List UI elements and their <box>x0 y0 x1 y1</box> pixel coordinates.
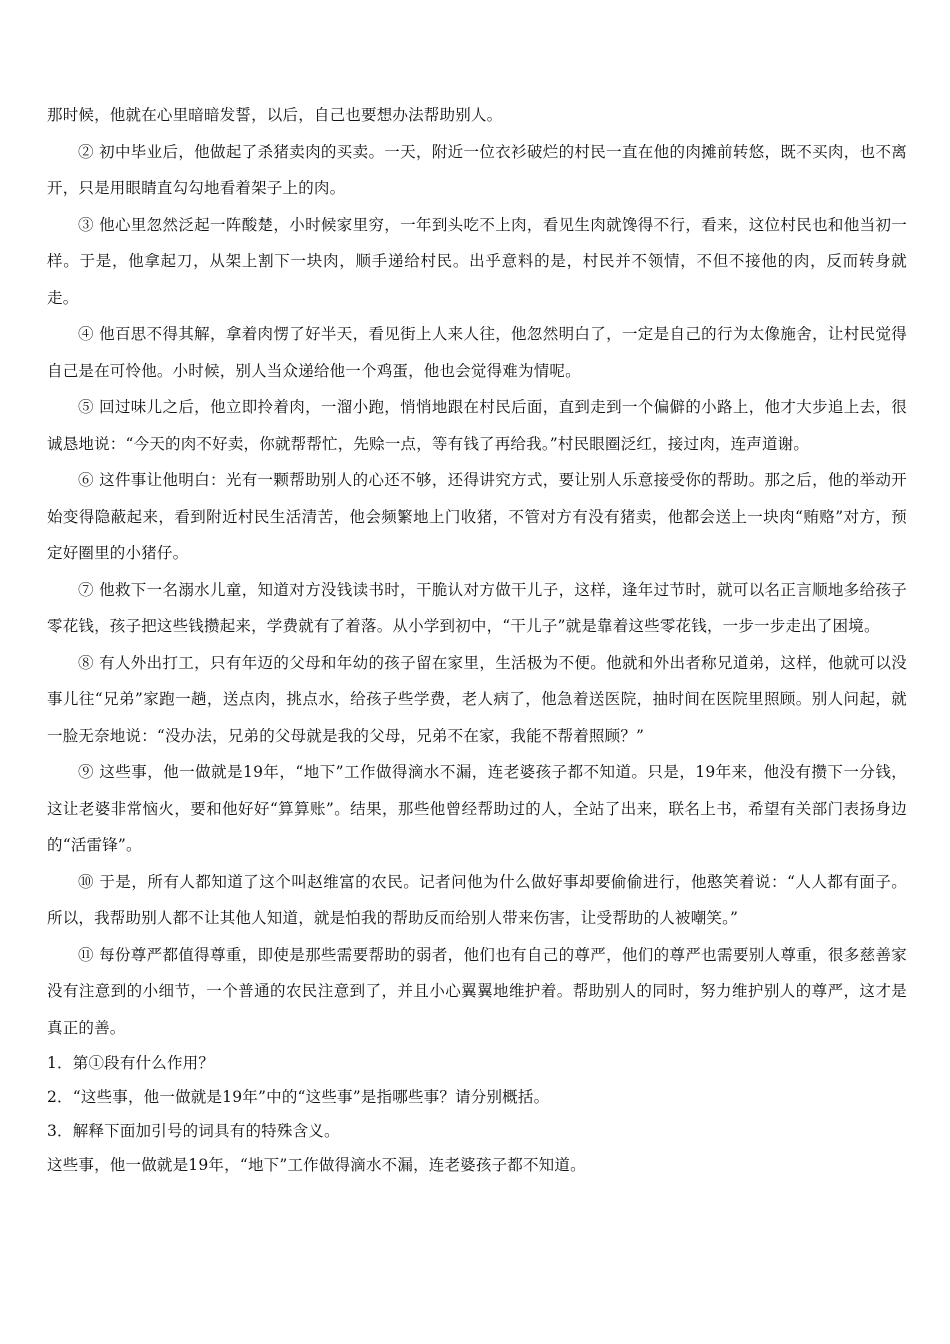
question-3-quote: 这些事，他一做就是19年，“地下”工作做得滴水不漏，连老婆孩子都不知道。 <box>47 1156 586 1174</box>
paragraph-4: ④ 他百思不得其解，拿着肉愣了好半天，看见街上人来人往，他忽然明白了，一定是自己的行为太像施舍，让村民觉得自己是在可怜他。小时候，别人当众递给他一个鸡蛋，他也会觉得难为情呢。 <box>47 325 907 380</box>
paragraph-5: ⑤ 回过味儿之后，他立即拎着肉，一溜小跑，悄悄地跟在村民后面，直到走到一个偏僻的小路上，他才大步追上去，很诚恳地说：“今天的肉不好卖，你就帮帮忙，先赊一点，等有钱了再给我。”村民眼圈泛红，接过肉，连声道谢。 <box>47 398 907 453</box>
paragraph-8: ⑧ 有人外出打工，只有年迈的父母和年幼的孩子留在家里，生活极为不便。他就和外出者称兄道弟，这样，他就可以没事儿往“兄弟”家跑一趟，送点肉，挑点水，给孩子些学费，老人病了，他急着送医院，抽时间在医院里照顾。别人问起，就一脸无奈地说：“没办法，兄弟的父母就是我的父母，兄弟不在家，我能不帮着照顾？” <box>47 653 907 745</box>
question-1: 1．第①段有什么作用？ <box>47 1054 215 1072</box>
paragraph-3: ③ 他心里忽然泛起一阵酸楚，小时候家里穷，一年到头吃不上肉，看见生肉就馋得不行，看来，这位村民也和他当初一样。于是，他拿起刀，从架上割下一块肉，顺手递给村民。出乎意料的是，村民并不领情，不但不接他的肉，反而转身就走。 <box>47 215 907 307</box>
paragraph-6: ⑥ 这件事让他明白：光有一颗帮助别人的心还不够，还得讲究方式，要让别人乐意接受你的帮助。那之后，他的举动开始变得隐蔽起来，看到附近村民生活清苦，他会频繁地上门收猪，不管对方有没有猪卖，他都会送上一块肉“贿赂”对方，预定好圈里的小猪仔。 <box>47 471 907 562</box>
paragraph-11: ⑪ 每份尊严都值得尊重，即使是那些需要帮助的弱者，他们也有自己的尊严，他们的尊严也需要别人尊重，很多慈善家没有注意到的小细节，一个普通的农民注意到了，并且小心翼翼地维护着。帮助别人的同时，努力维护别人的尊严，这才是真正的善。 <box>47 945 907 1037</box>
paragraph-7: ⑦ 他救下一名溺水儿童，知道对方没钱读书时，干脆认对方做干儿子，这样，逢年过节时，就可以名正言顺地多给孩子零花钱，孩子把这些钱攒起来，学费就有了着落。从小学到初中，“干儿子”就是靠着这些零花钱，一步一步走出了困境。 <box>47 580 907 635</box>
paragraph-9: ⑨ 这些事，他一做就是19年，“地下”工作做得滴水不漏，连老婆孩子都不知道。只是，19年来，他没有攒下一分钱，这让老婆非常恼火，要和他好好“算算账”。结果，那些他曾经帮助过的人，全站了出来，联名上书，希望有关部门表扬身边的“活雷锋”。 <box>47 763 907 854</box>
paragraph-1-continuation: 那时候，他就在心里暗暗发誓，以后，自己也要想办法帮助别人。 <box>47 106 503 124</box>
question-list <box>47 1046 907 1182</box>
reading-passage <box>47 97 907 1182</box>
question-3: 3．解释下面加引号的词具有的特殊含义。 <box>47 1122 340 1140</box>
question-2: 2．“这些事，他一做就是19年”中的“这些事”是指哪些事？请分别概括。 <box>47 1088 550 1106</box>
paragraph-2: ② 初中毕业后，他做起了杀猪卖肉的买卖。一天，附近一位衣衫破烂的村民一直在他的肉摊前转悠，既不买肉，也不离开，只是用眼睛直勾勾地看着架子上的肉。 <box>47 142 907 197</box>
paragraph-10: ⑩ 于是，所有人都知道了这个叫赵维富的农民。记者问他为什么做好事却要偷偷进行，他憨笑着说：“人人都有面子。所以，我帮助别人都不让其他人知道，就是怕我的帮助反而给别人带来伤害，让受帮助的人被嘲笑。” <box>47 872 907 927</box>
